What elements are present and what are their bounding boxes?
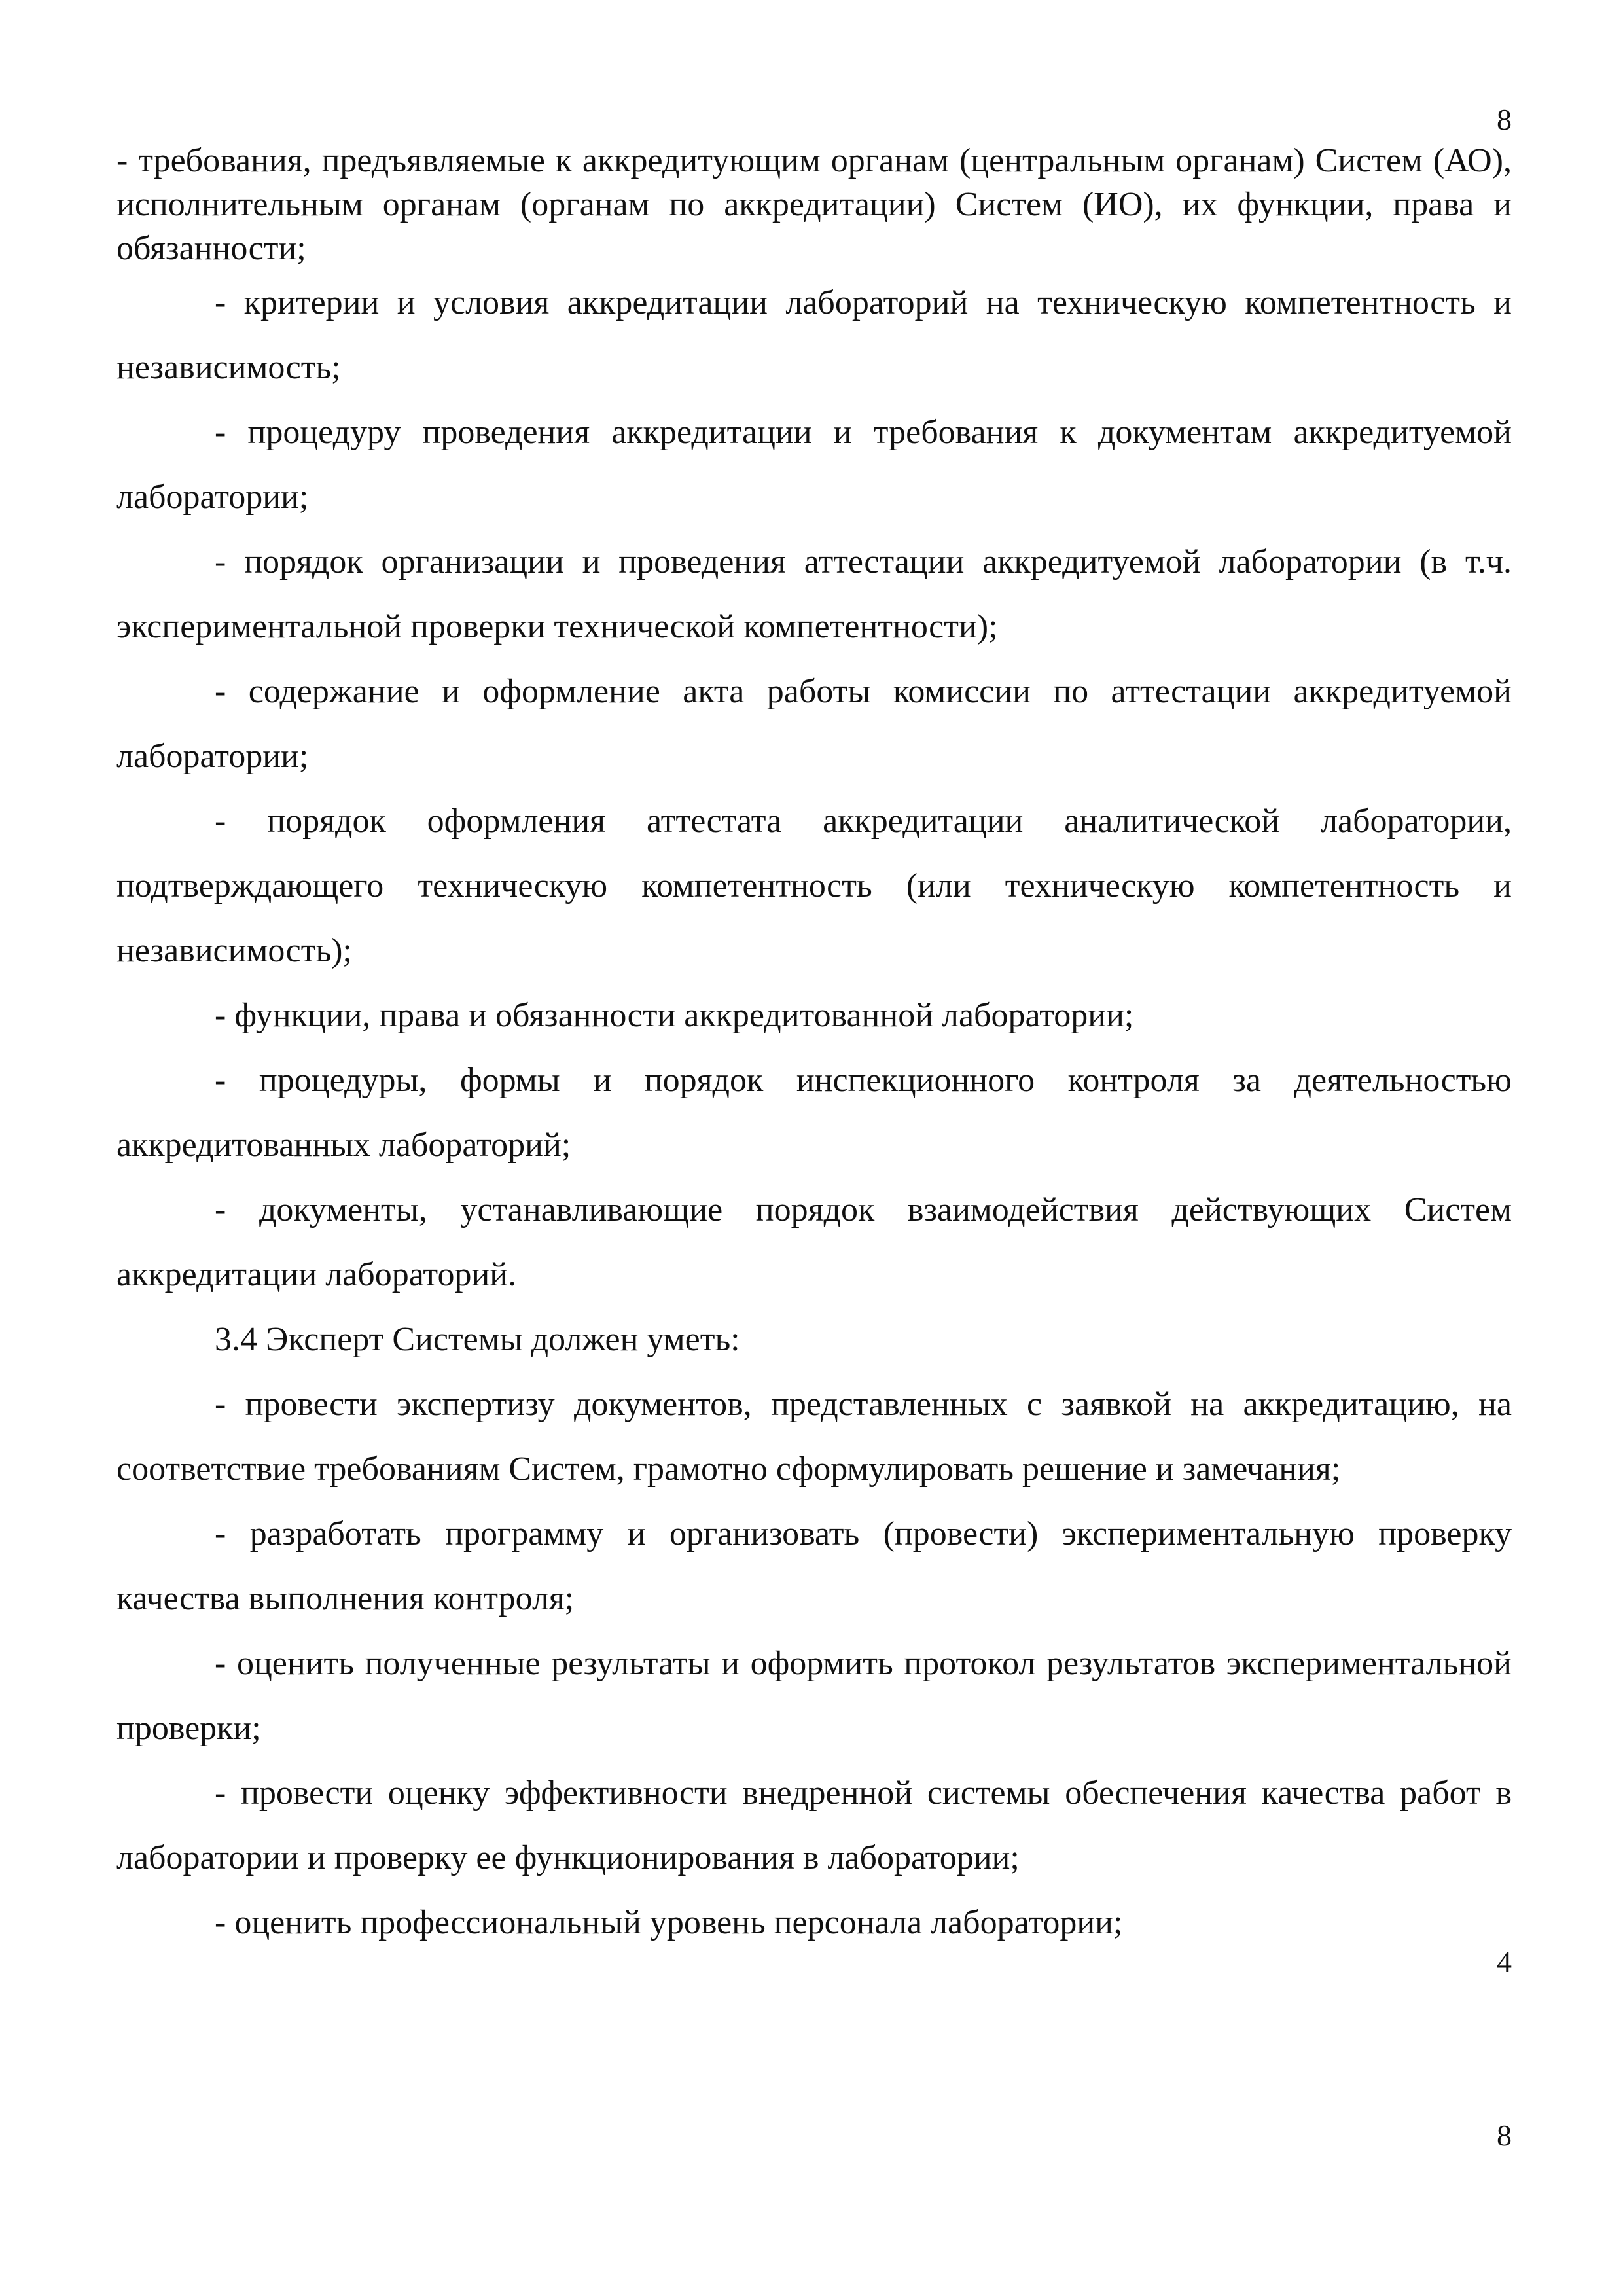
paragraph-personnel-level: - оценить профессиональный уровень персонала лаборатории;: [215, 1904, 1123, 1941]
paragraph-criteria: - критерии и условия аккредитации лабораторий на техническую компетентность и независимость;: [116, 284, 1512, 386]
paragraph-expertise: - провести экспертизу документов, представленных с заявкой на аккредитацию, на соответствие требованиям Систем, грамотно сформулировать решение и замечания;: [116, 1386, 1512, 1488]
paragraph-requirements-bodies: - требования, предъявляемые к аккредитующим органам (центральным органам) Систем (АО), исполнительным органам (органам по аккредитации) Систем (ИО), их функции, права и обязанности;: [116, 142, 1512, 267]
paragraph-procedure: - процедуру проведения аккредитации и требования к документам аккредитуемой лаборатории;: [116, 414, 1512, 516]
page-number-bottom: 8: [1497, 2119, 1512, 2152]
paragraph-inspection-control: - процедуры, формы и порядок инспекционного контроля за деятельностью аккредитованных лабораторий;: [116, 1062, 1512, 1164]
paragraph-program: - разработать программу и организовать (провести) экспериментальную проверку качества выполнения контроля;: [116, 1515, 1512, 1617]
paragraph-evaluate-results: - оценить полученные результаты и оформить протокол результатов экспериментальной проверки;: [116, 1645, 1512, 1747]
paragraph-attestation-order: - порядок организации и проведения аттестации аккредитуемой лаборатории (в т.ч. экспериментальной проверки технической компетентности);: [116, 543, 1512, 645]
paragraph-documents-interaction: - документы, устанавливающие порядок взаимодействия действующих Систем аккредитации лабораторий.: [116, 1191, 1512, 1293]
page-number-top: 8: [1497, 103, 1512, 136]
page-number-middle: 4: [1497, 1945, 1512, 1979]
paragraph-certificate: - порядок оформления аттестата аккредитации аналитической лаборатории, подтверждающего техническую компетентность (или техническую компетентность и независимость);: [116, 802, 1512, 969]
document-body: [116, 139, 1512, 1955]
paragraph-act-content: - содержание и оформление акта работы комиссии по аттестации аккредитуемой лаборатории;: [116, 673, 1512, 775]
paragraph-lab-functions: - функции, права и обязанности аккредитованной лаборатории;: [215, 997, 1134, 1034]
section-heading-3-4: 3.4 Эксперт Системы должен уметь:: [215, 1321, 740, 1358]
paragraph-quality-system: - провести оценку эффективности внедренной системы обеспечения качества работ в лаборатории и проверку ее функционирования в лаборатории;: [116, 1774, 1512, 1876]
